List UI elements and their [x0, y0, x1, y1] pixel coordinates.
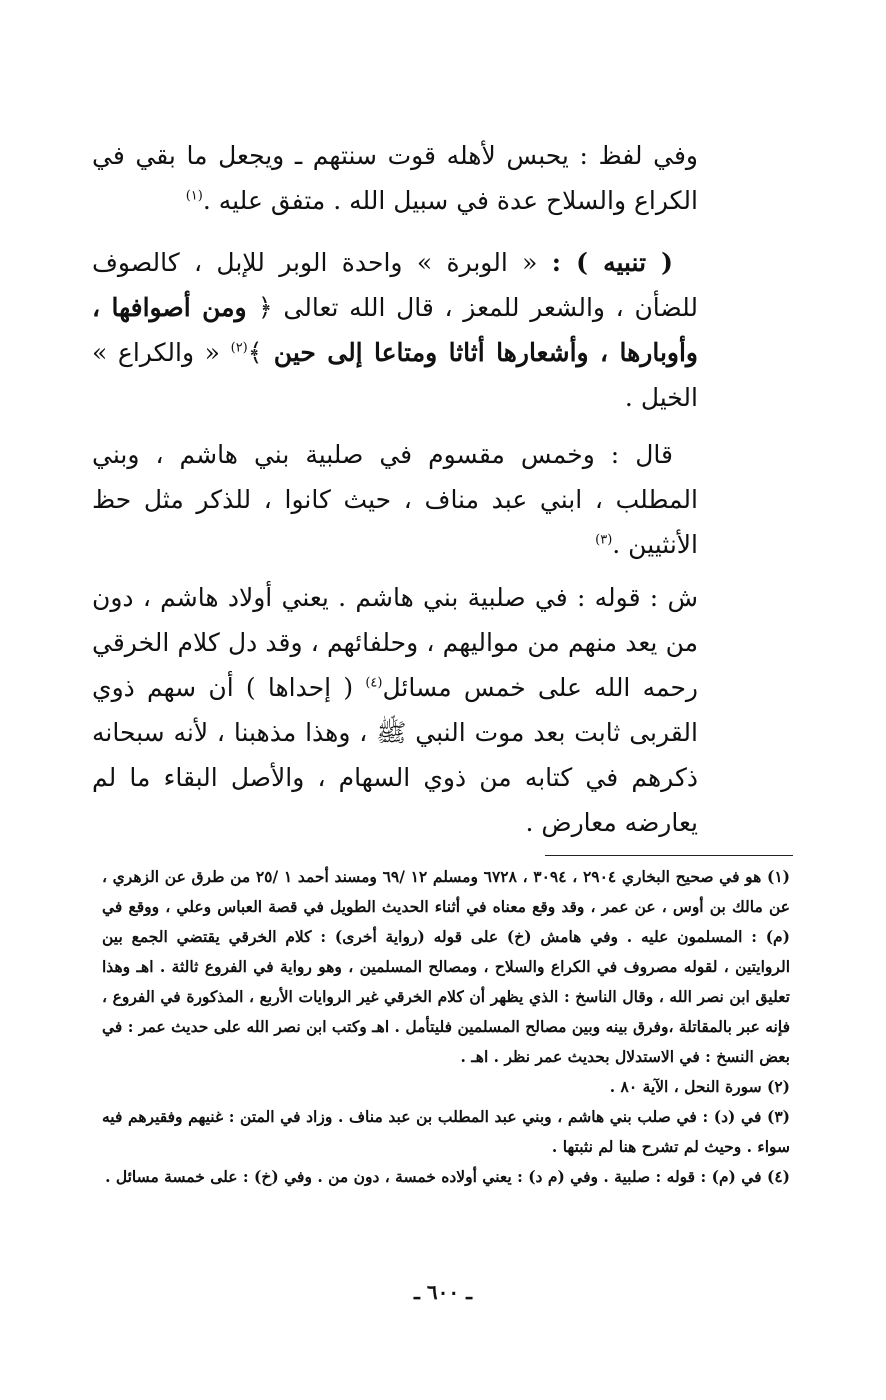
footnote-4: (٤) في (م) : قوله : صلبية . وفي (م د) : يعني أولاده خمسة ، دون من . وفي (خ) : على خمسة مسائل .: [105, 1167, 790, 1186]
footnote-2: (٢) سورة النحل ، الآية ٨٠ .: [609, 1077, 790, 1096]
footnote-separator: [545, 855, 793, 856]
footnote-ref: (٤): [365, 675, 383, 691]
paragraph-text-continued: ( إحداها ) أن سهم ذوي القربى ثابت بعد موت النبي ﷺ ، وهذا مذهبنا ، لأنه سبحانه ذكرهم في كتابه من ذوي السهام ، والأصل البقاء ما لم يعارضه معارض .: [92, 673, 698, 837]
paragraph-note-tanbih: [92, 240, 698, 420]
paragraph-text: ش : قوله : في صلبية بني هاشم . يعني أولاد هاشم ، دون من يعد منهم من مواليهم ، وحلفائهم ، وقد دل كلام الخرقي رحمه الله على خمس مسائل: [92, 583, 698, 702]
footnotes-section: [102, 862, 790, 1192]
paragraph-hadith-wording: [92, 133, 698, 223]
note-lead: ( تنبيه ) :: [551, 248, 673, 277]
footnote-ref: (٢): [230, 340, 248, 356]
paragraph-text: وفي لفظ : يحبس لأهله قوت سنتهم ـ ويجعل ما بقي في الكراع والسلاح عدة في سبيل الله . متفق عليه .: [92, 141, 698, 215]
quran-quote: ومن أصوافها ، وأوبارها ، وأشعارها أثاثا ومتاعا إلى حين: [92, 293, 698, 367]
paragraph-tail: « والكراع » الخيل .: [92, 338, 698, 412]
paragraph-text: « الوبرة » واحدة الوبر للإبل ، كالصوف للضأن ، والشعر للمعز ، قال الله تعالى ﴿: [92, 248, 698, 322]
quote-close-bracket: ﴾: [247, 338, 263, 367]
page-number: ـ ٦٠٠ ـ: [414, 1280, 472, 1304]
footnote-ref: (١): [185, 188, 203, 204]
footnote-3: (٣) في (د) : في صلب بني هاشم ، وبني عبد المطلب بن عبد مناف . وزاد في المتن : غنيهم وفقيرهم فيه سواء . وحيث لم تشرح هنا لم نثبتها .: [102, 1107, 790, 1156]
footnote-1: (١) هو في صحيح البخاري ٢٩٠٤ ، ٣٠٩٤ ، ٦٧٢٨ ومسلم ١٢ /٦٩ ومسند أحمد ١ /٢٥ من طرق عن الزهري ، عن مالك بن أوس ، عن عمر ، وقد وقع معناه في أثناء الحديث الطويل في قصة العباس وعلي ، ووقع في (م) : المسلمون عليه . وفي هامش (خ) على قوله (رواية أخرى) : كلام الخرقي يقتضي الجمع بين الروايتين ، لقوله مصروف في الكراع والسلاح ، ومصالح المسلمين ، وهو رواية في الفروع ثالثة . اهـ وهذا تعليق ابن نصر الله ، وقال الناسخ : الذي يظهر أن كلام الخرقي غير الروايات الأربع ، المذكورة في الفروع ، فإنه عبر بالمقاتلة ،وفرق بينه وبين مصالح المسلمين فليتأمل . اهـ وكتب ابن نصر الله على حديث عمر : في بعض النسخ : في الاستدلال بحديث عمر نظر . اهـ .: [102, 867, 790, 1066]
paragraph-matn: [92, 432, 698, 567]
footnote-ref: (٣): [595, 532, 613, 548]
paragraph-text: قال : وخمس مقسوم في صلبية بني هاشم ، وبني المطلب ، ابني عبد مناف ، حيث كانوا ، للذكر مثل حظ الأنثيين .: [92, 440, 698, 559]
paragraph-sharh: [92, 575, 698, 845]
